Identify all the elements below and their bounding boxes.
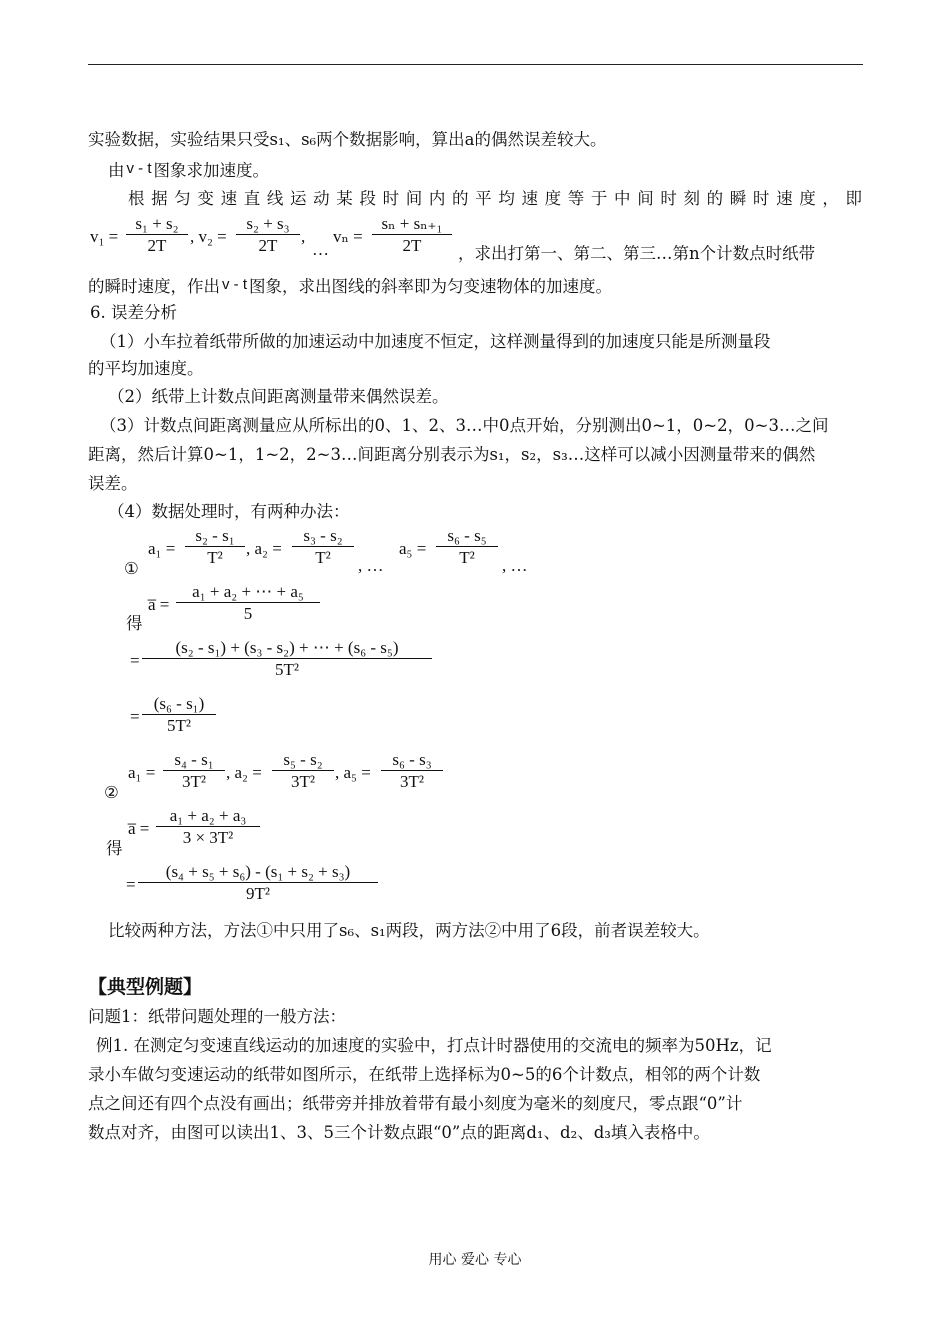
vt-label: v - t — [126, 160, 152, 177]
fraction-b2: s₅ - s₂ 3T² — [272, 750, 334, 793]
text-line: 根据匀变速直线运动某段时间内的平均速度等于中间时刻的瞬时速度，即 — [128, 189, 862, 208]
text-line: （4）数据处理时，有两种办法： — [108, 502, 350, 521]
text-line: 误差。 — [88, 474, 138, 493]
text-line: 实验数据，实验结果只受s₁、s₆两个数据影响，算出a的偶然误差较大。 — [88, 130, 607, 149]
fraction-v1: s₁ + s₂ 2T — [126, 214, 188, 257]
fraction-bbar: a₁ + a₂ + a₃ 3 × 3T² — [156, 806, 260, 849]
formula-a2-lhs: , a₂ = — [246, 539, 282, 558]
fraction-b3: s₆ - s₃ 3T² — [381, 750, 443, 793]
circle-marker-1: ① — [124, 559, 139, 578]
formula-b3-lhs: , a₅ = — [335, 763, 371, 782]
text-line: （2）纸带上计数点间距离测量带来偶然误差。 — [108, 387, 449, 406]
header-rule — [88, 64, 863, 65]
fraction-a2: s₃ - s₂ T² — [292, 526, 354, 569]
fraction-abar: a₁ + a₂ + ⋯ + a₅ 5 — [176, 582, 320, 625]
fraction-a5: s₆ - s₅ T² — [436, 526, 498, 569]
fraction-sum: (s₂ - s₁) + (s₃ - s₂) + ⋯ + (s₆ - s₅) 5T² — [142, 638, 432, 681]
de-label: 得 — [106, 839, 123, 858]
formula-bbar-lhs: a̅ = — [128, 819, 150, 838]
formula-b2-lhs: , a₂ = — [226, 763, 262, 782]
formula-dots: … — [312, 240, 329, 259]
section-title: 6. 误差分析 — [90, 303, 177, 322]
formula-comma: , — [301, 227, 306, 246]
text-line: ，求出打第一、第二、第三…第n个计数点时纸带 — [458, 244, 816, 263]
text-line: 距离，然后计算0~1，1~2，2~3…间距离分别表示为s₁，s₂，s₃…这样可以减小因测量带来的偶然 — [88, 445, 816, 464]
circle-marker-2: ② — [104, 783, 119, 802]
text-line: 例1. 在测定匀变速直线运动的加速度的实验中，打点计时器使用的交流电的频率为50Hz，记 — [96, 1036, 772, 1055]
formula-eq: = — [130, 651, 140, 670]
formula-b1-lhs: a₁ = — [128, 763, 156, 782]
page-footer: 用心 爱心 专心 — [428, 1252, 522, 1268]
formula-vn-lhs: vₙ = — [333, 227, 363, 246]
fraction-a1: s₂ - s₁ T² — [185, 526, 245, 569]
formula-dots: , … — [358, 556, 384, 575]
fraction-v2: s₂ + s₃ 2T — [236, 214, 300, 257]
formula-eq: = — [130, 707, 140, 726]
text-line: 点之间还有四个点没有画出；纸带旁并排放着带有最小刻度为毫米的刻度尺，零点跟“0”计 — [88, 1094, 743, 1113]
text-line: 的瞬时速度，作出 v - t 图象，求出图线的斜率即为匀变速物体的加速度。 — [88, 276, 612, 296]
text-line: 数点对齐，由图可以读出1、3、5三个计数点跟“0”点的距离d₁、d₂、d₃填入表格中。 — [88, 1123, 710, 1142]
text-line: 由 v - t 图象求加速度。 — [108, 160, 269, 180]
text-line: 问题1：纸带问题处理的一般方法： — [88, 1007, 346, 1026]
de-label: 得 — [126, 614, 143, 633]
vt-label: v - t — [222, 276, 247, 293]
fraction-result: (s₆ - s₁) 5T² — [142, 694, 216, 737]
formula-v2-lhs: , v₂ = — [190, 227, 227, 246]
formula-v1-lhs: v₁ = — [90, 227, 119, 246]
formula-abar-lhs: a̅ = — [148, 595, 170, 614]
fraction-vn: sₙ + sₙ₊₁ 2T — [372, 214, 452, 257]
section-heading: 【典型例题】 — [88, 976, 203, 998]
text-line: 比较两种方法，方法①中只用了s₆、s₁两段，两方法②中用了6段，前者误差较大。 — [108, 921, 710, 940]
text-line: 的平均加速度。 — [88, 359, 204, 378]
formula-a1-lhs: a₁ = — [148, 539, 176, 558]
fraction-final: (s₄ + s₅ + s₆) - (s₁ + s₂ + s₃) 9T² — [138, 862, 378, 905]
fraction-b1: s₄ - s₁ 3T² — [163, 750, 225, 793]
text-line: （1）小车拉着纸带所做的加速运动中加速度不恒定，这样测量得到的加速度只能是所测量段 — [100, 332, 771, 351]
formula-dots: , … — [502, 556, 528, 575]
text-line: 录小车做匀变速运动的纸带如图所示，在纸带上选择标为0~5的6个计数点，相邻的两个计数 — [88, 1065, 761, 1084]
text-line: （3）计数点间距离测量应从所标出的0、1、2、3…中0点开始，分别测出0~1，0~2，0~3…之间 — [100, 416, 829, 435]
formula-a5-lhs: a₅ = — [399, 539, 427, 558]
formula-eq: = — [126, 875, 136, 894]
